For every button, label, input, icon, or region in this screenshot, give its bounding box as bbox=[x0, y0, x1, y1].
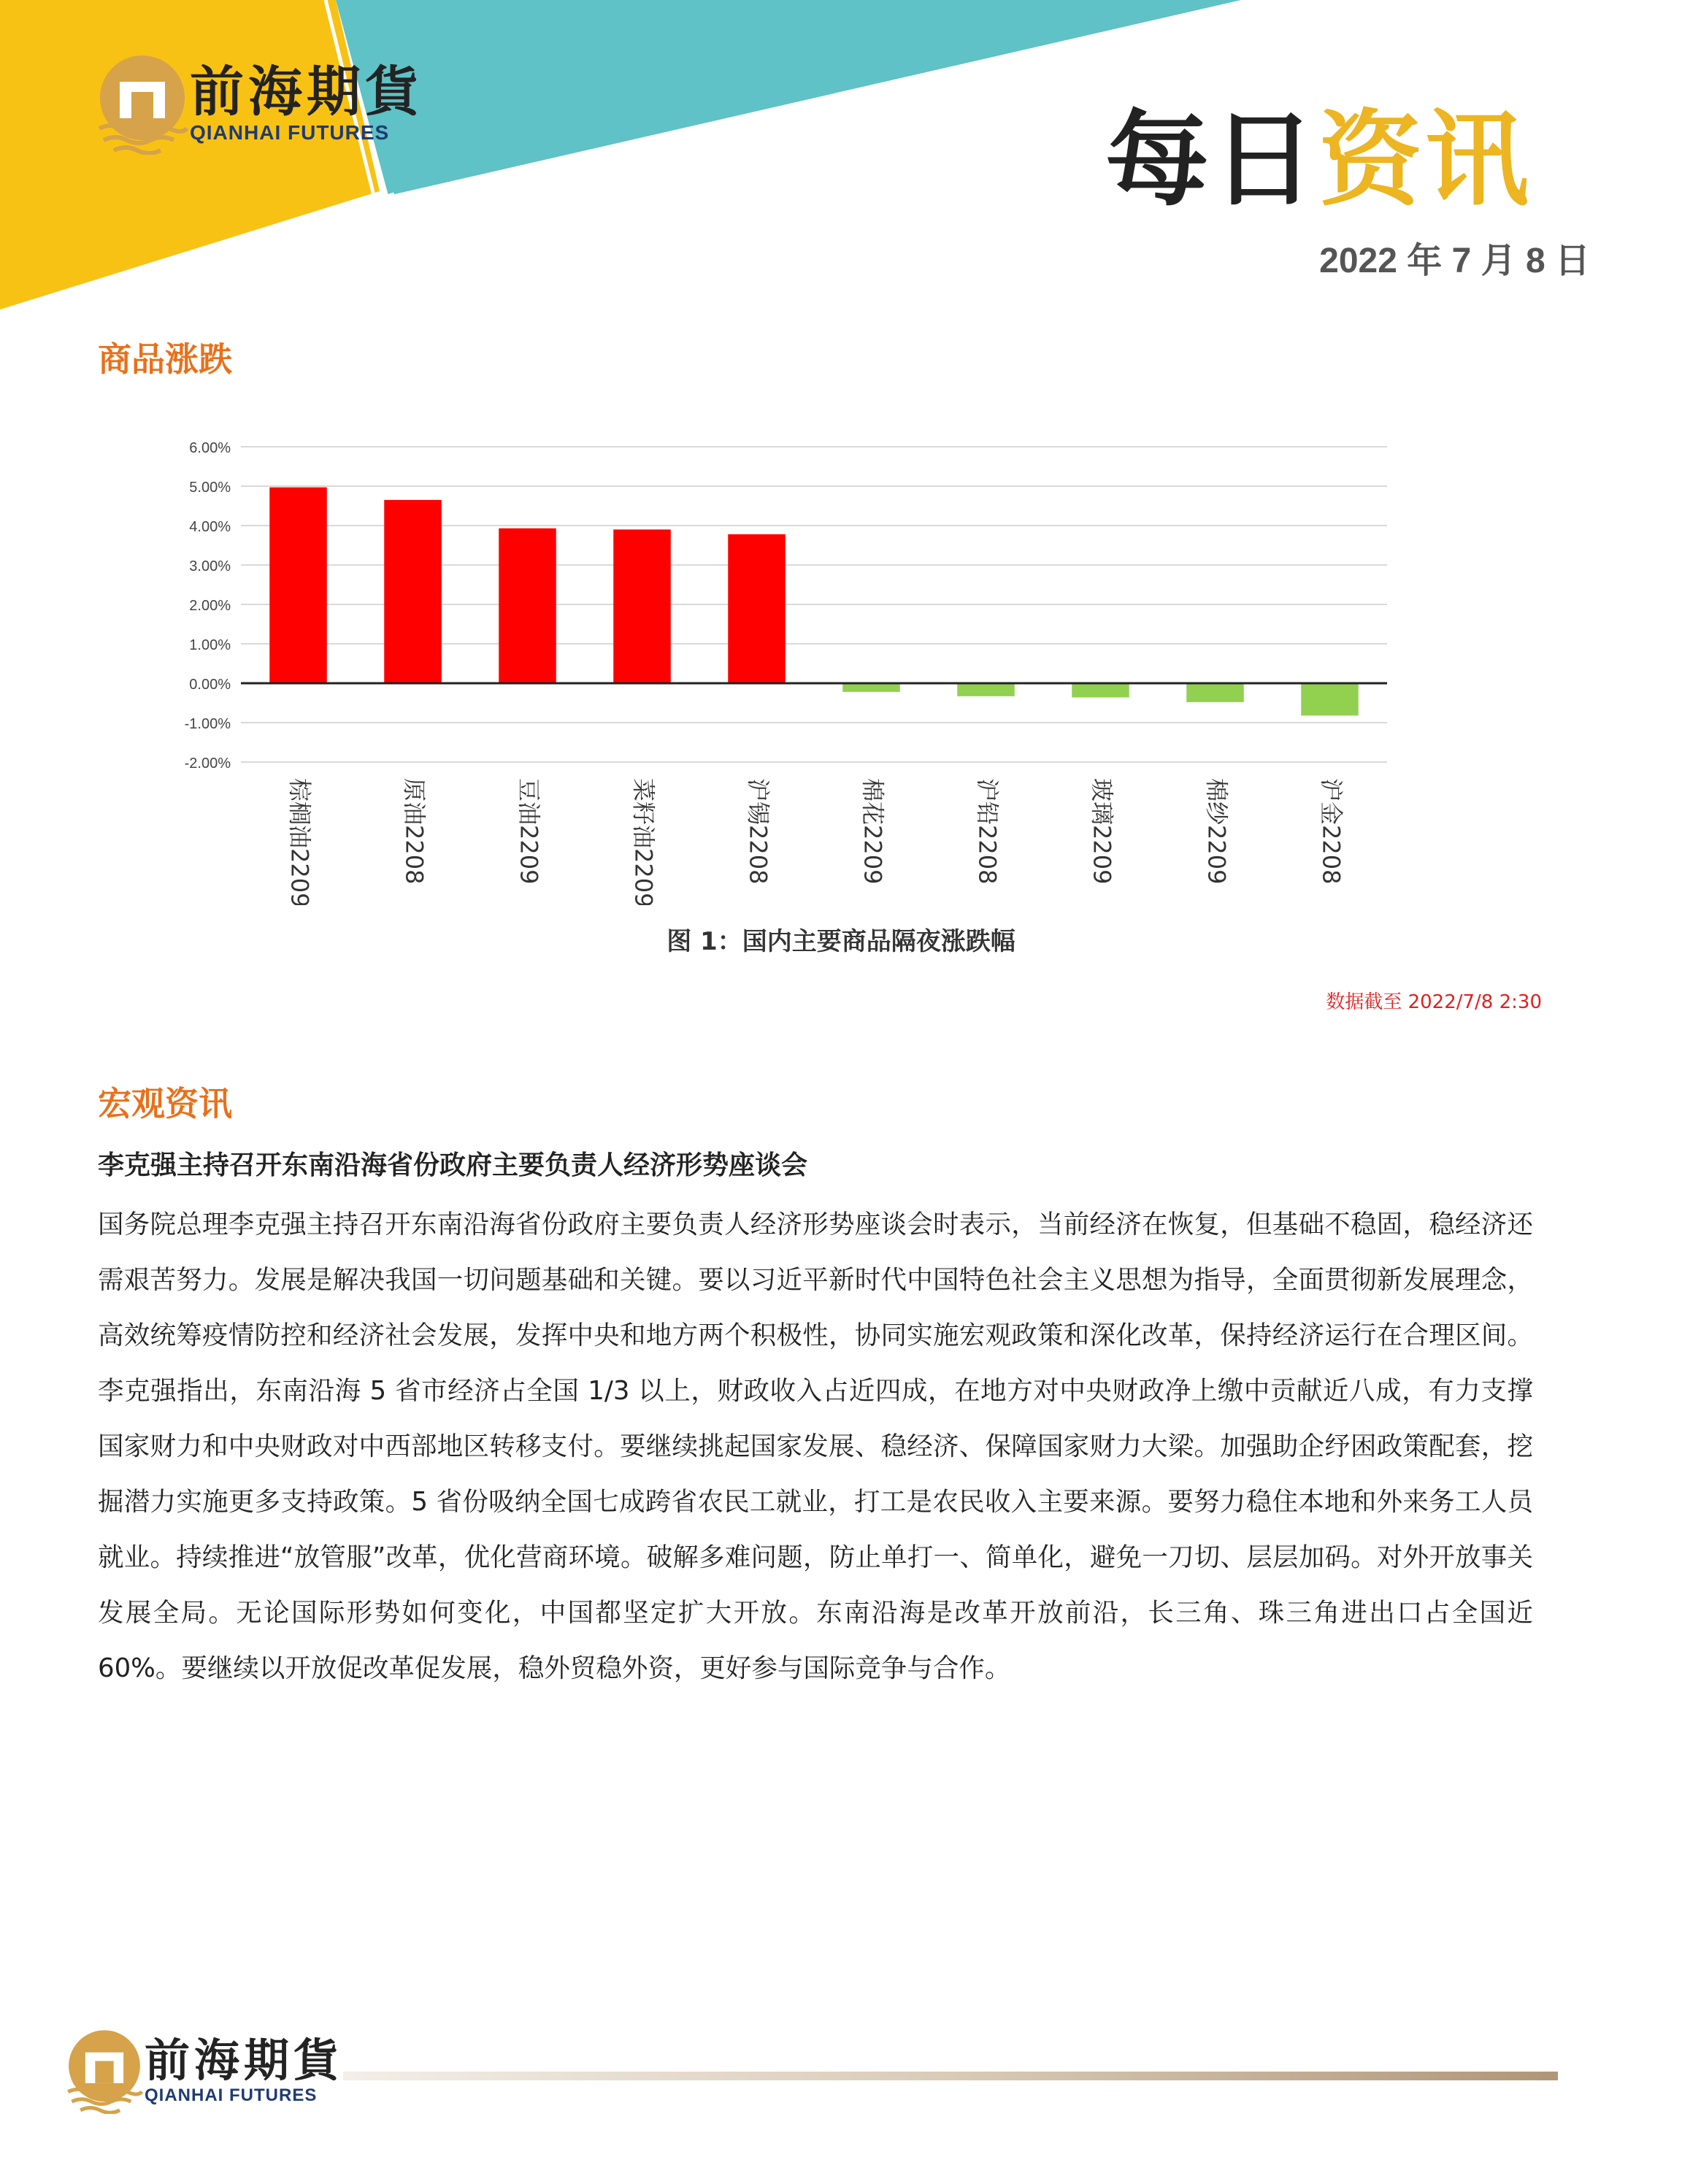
category-label: 玻璃2209 bbox=[1088, 778, 1116, 885]
bar bbox=[499, 528, 556, 683]
bar bbox=[269, 488, 327, 683]
y-tick-label: 6.00% bbox=[189, 440, 231, 456]
category-label: 沪锡2208 bbox=[744, 778, 772, 885]
category-label: 菜籽油2209 bbox=[629, 778, 658, 905]
page-title-part1: 每日 bbox=[1105, 100, 1318, 220]
category-label: 棉花2209 bbox=[859, 778, 887, 885]
bar bbox=[1072, 683, 1129, 697]
category-label: 沪铅2208 bbox=[973, 778, 1002, 885]
commodity-chart bbox=[139, 409, 1424, 908]
article-title: 李克强主持召开东南沿海省份政府主要负责人经济形势座谈会 bbox=[98, 1150, 808, 1180]
footer-brand-logo bbox=[64, 2028, 343, 2114]
bar bbox=[957, 683, 1015, 696]
y-tick-label: 4.00% bbox=[189, 519, 231, 535]
y-tick-label: 5.00% bbox=[189, 480, 231, 496]
page-title-part2: 资讯 bbox=[1318, 100, 1532, 220]
bar bbox=[613, 529, 671, 683]
page-title bbox=[1105, 102, 1532, 219]
bar bbox=[842, 683, 900, 692]
data-timestamp-note: 数据截至 2022/7/8 2:30 bbox=[1326, 991, 1542, 1013]
y-tick-label: 1.00% bbox=[189, 637, 231, 653]
y-tick-label: 2.00% bbox=[189, 598, 231, 614]
footer-divider bbox=[343, 2072, 1558, 2080]
footer-brand-emblem-icon bbox=[64, 2028, 145, 2114]
bar bbox=[1186, 683, 1244, 702]
category-label: 沪金2208 bbox=[1317, 778, 1345, 885]
section-title-commodity: 商品涨跌 bbox=[98, 339, 232, 379]
footer-brand-name-en: QIANHAI FUTURES bbox=[145, 2085, 318, 2105]
category-label: 棉纱2209 bbox=[1202, 778, 1231, 885]
yellow-banner-shape bbox=[0, 0, 380, 309]
y-tick-label: -1.00% bbox=[184, 716, 231, 732]
brand-logo bbox=[95, 53, 423, 155]
bar bbox=[1301, 683, 1359, 715]
bar bbox=[728, 534, 786, 683]
footer-brand-name-cn: 前海期貨 bbox=[145, 2034, 344, 2087]
bar bbox=[384, 500, 442, 683]
brand-emblem-icon bbox=[95, 53, 190, 155]
figure-caption: 图 1：国内主要商品隔夜涨跌幅 bbox=[667, 927, 1015, 956]
category-label: 原油2208 bbox=[400, 778, 429, 885]
category-label: 豆油2209 bbox=[515, 778, 543, 885]
commodity-bar-chart bbox=[139, 409, 1424, 905]
category-label: 棕榈油2209 bbox=[285, 778, 314, 905]
brand-name-en: QIANHAI FUTURES bbox=[190, 121, 390, 144]
section-title-macro: 宏观资讯 bbox=[98, 1084, 232, 1123]
article-body: 国务院总理李克强主持召开东南沿海省份政府主要负责人经济形势座谈会时表示，当前经济在恢复，但基础不稳固，稳经济还需艰苦努力。发展是解决我国一切问题基础和关键。要以习近平新时代中国特色社会主义思想为指导，全面贯彻新发展理念，高效统筹疫情防控和经济社会发展，发挥中央和地方两个积极性，协同实施宏观政策和深化改革，保持经济运行在合理区间。李克强指出，东南沿海 5 省市经济占全国 1/3 以上，财政收入占近四成，在地方对中央财政净上缴中贡献近八成，有力支撑国家财力和中央财政对中西部地区转移支付。要继续挑起国家发展、稳经济、保障国家财力大梁。加强助企纾困政策配套，挖掘潜力实施更多支持政策。5 省份吸纳全国七成跨省农民工就业，打工是农民收入主要来源。要努力稳住本地和外来务工人员就业。持续推进“放管服”改革，优化营商环境。破解多难问题，防止单打一、简单化，避免一刀切、层层加码。对外开放事关发展全局。无论国际形势如何变化，中国都坚定扩大开放。东南沿海是改革开放前沿，长三角、珠三角进出口占全国近 60%。要继续以开放促改革促发展，稳外贸稳外资，更好参与国际竞争与合作。 bbox=[98, 1210, 1533, 1683]
y-tick-label: -2.00% bbox=[184, 755, 231, 772]
report-date: 2022 年 7 月 8 日 bbox=[1319, 242, 1590, 280]
y-tick-label: 0.00% bbox=[189, 677, 231, 693]
y-tick-label: 3.00% bbox=[189, 558, 231, 574]
brand-name-cn: 前海期貨 bbox=[190, 61, 423, 123]
